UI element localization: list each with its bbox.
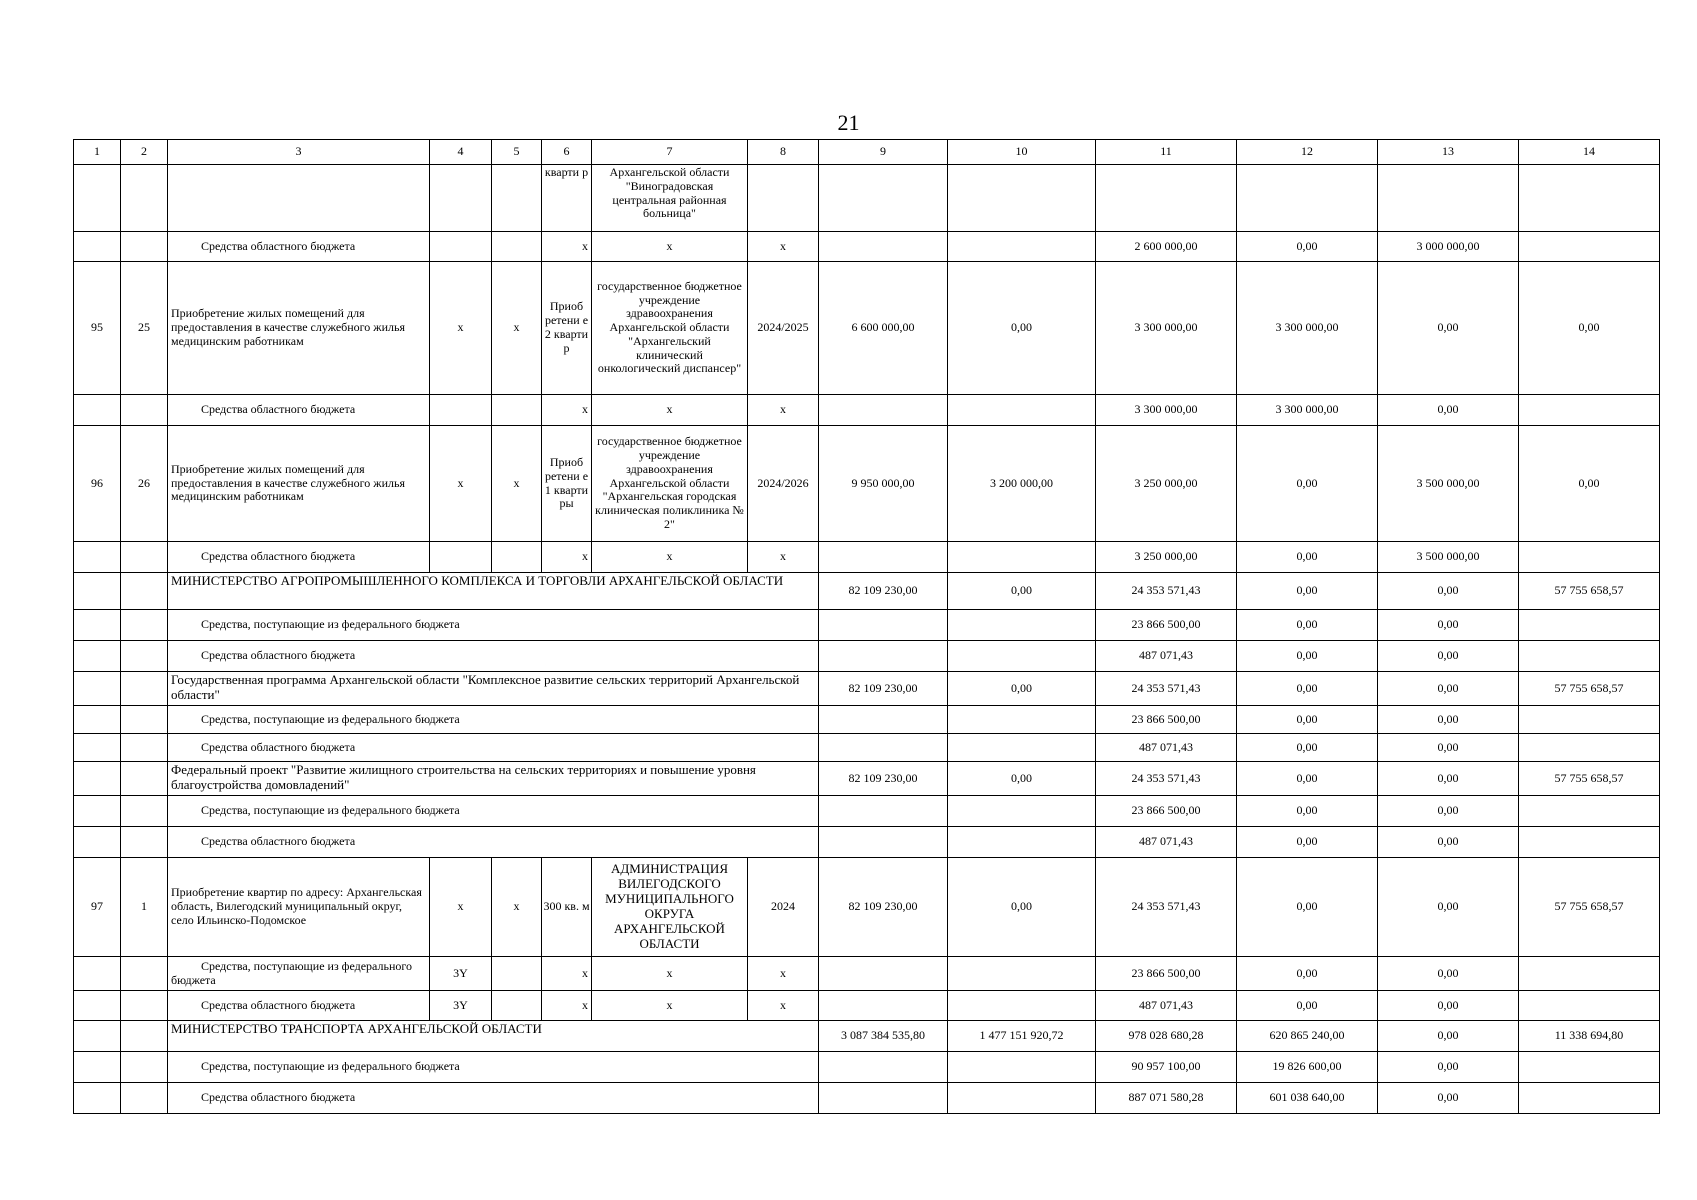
column-number: 1 (74, 140, 121, 165)
cell-amount: кварти р (542, 165, 592, 232)
cell (121, 232, 168, 262)
cell-value: 0,00 (1378, 858, 1519, 957)
cell (121, 165, 168, 232)
cell-funding-source: Средства, поступающие из федерального бюджета (168, 610, 819, 641)
cell-value: 620 865 240,00 (1237, 1021, 1378, 1052)
cell (430, 232, 492, 262)
cell-executor: государственное бюджетное учреждение здравоохранения Архангельской области "Архангельская городская клиническая поликлиника № 2" (592, 426, 748, 542)
cell-executor: АДМИНИСТРАЦИЯ ВИЛЕГОДСКОГО МУНИЦИПАЛЬНОГО ОКРУГА АРХАНГЕЛЬСКОЙ ОБЛАСТИ (592, 858, 748, 957)
cell-value: 0,00 (948, 858, 1096, 957)
cell-mark: х (430, 858, 492, 957)
cell-mark: х (592, 991, 748, 1021)
cell-value: 0,00 (948, 262, 1096, 395)
cell-value: 0,00 (1237, 827, 1378, 858)
cell (492, 395, 542, 426)
table-row (74, 734, 1660, 762)
cell (74, 991, 121, 1021)
cell (948, 1052, 1096, 1083)
cell (819, 1083, 948, 1114)
cell-value: 0,00 (1237, 426, 1378, 542)
cell-value: 57 755 658,57 (1519, 573, 1660, 610)
cell-value: 82 109 230,00 (819, 858, 948, 957)
cell-value: 3 200 000,00 (948, 426, 1096, 542)
cell (1519, 1083, 1660, 1114)
cell (1519, 796, 1660, 827)
cell (819, 641, 948, 672)
cell-item-number: 1 (121, 858, 168, 957)
cell-value: 57 755 658,57 (1519, 858, 1660, 957)
cell-description: Приобретение квартир по адресу: Архангельская область, Вилегодский муниципальный округ, село Ильинско-Подомское (168, 858, 430, 957)
cell-funding-source: Средства областного бюджета (168, 991, 430, 1021)
cell-value: 0,00 (1378, 610, 1519, 641)
cell-mark: х (748, 395, 819, 426)
cell-value: 487 071,43 (1096, 827, 1237, 858)
table-row (74, 232, 1660, 262)
cell-value: 3 500 000,00 (1378, 426, 1519, 542)
table-row (74, 1021, 1660, 1052)
cell (948, 734, 1096, 762)
cell-mark: х (492, 262, 542, 395)
cell (1096, 165, 1237, 232)
cell-mark: х (492, 858, 542, 957)
cell-value: 19 826 600,00 (1237, 1052, 1378, 1083)
cell-value: 3 300 000,00 (1096, 262, 1237, 395)
cell (121, 762, 168, 796)
cell (1519, 641, 1660, 672)
cell-mark: х (542, 991, 592, 1021)
cell-value: 3 250 000,00 (1096, 426, 1237, 542)
cell-value: 0,00 (1237, 641, 1378, 672)
cell (1237, 165, 1378, 232)
cell (819, 706, 948, 734)
cell-mark: х (542, 232, 592, 262)
cell-value: 3 300 000,00 (1237, 395, 1378, 426)
cell (74, 165, 121, 232)
cell-value: 3 300 000,00 (1237, 262, 1378, 395)
cell-value: 0,00 (1378, 1052, 1519, 1083)
cell-description: Приобретение жилых помещений для предоставления в качестве служебного жилья медицинским работникам (168, 262, 430, 395)
cell-funding-source: Средства областного бюджета (168, 827, 819, 858)
cell-value: 0,00 (948, 573, 1096, 610)
cell (948, 165, 1096, 232)
table-row (74, 672, 1660, 706)
table-row (74, 1052, 1660, 1083)
cell-value: 0,00 (1378, 827, 1519, 858)
cell-period: 2024 (748, 858, 819, 957)
cell (121, 395, 168, 426)
cell (74, 827, 121, 858)
table-row (74, 641, 1660, 672)
cell (1378, 165, 1519, 232)
cell-value: 0,00 (1237, 957, 1378, 991)
cell-value: 3 500 000,00 (1378, 542, 1519, 573)
cell (74, 232, 121, 262)
cell-value: 6 600 000,00 (819, 262, 948, 395)
cell (121, 641, 168, 672)
cell-mark: х (542, 957, 592, 991)
cell (121, 1052, 168, 1083)
table-row (74, 796, 1660, 827)
cell-value: 487 071,43 (1096, 991, 1237, 1021)
cell (819, 165, 948, 232)
cell-value: 0,00 (1378, 991, 1519, 1021)
cell-period: 2024/2026 (748, 426, 819, 542)
cell (1519, 706, 1660, 734)
cell (430, 542, 492, 573)
table-row (74, 573, 1660, 610)
cell-value: 0,00 (1378, 1021, 1519, 1052)
cell (1519, 610, 1660, 641)
table-row (74, 762, 1660, 796)
column-number: 11 (1096, 140, 1237, 165)
page-number: 21 (837, 110, 860, 135)
cell (121, 706, 168, 734)
cell-mark: х (492, 426, 542, 542)
cell (819, 734, 948, 762)
cell-period: 2024/2025 (748, 262, 819, 395)
cell-item-number: 25 (121, 262, 168, 395)
cell (121, 957, 168, 991)
cell-value: 887 071 580,28 (1096, 1083, 1237, 1114)
cell (948, 395, 1096, 426)
cell (168, 165, 430, 232)
cell (74, 573, 121, 610)
cell-value: 0,00 (1237, 762, 1378, 796)
cell (121, 827, 168, 858)
cell (121, 672, 168, 706)
cell-value: 0,00 (1378, 957, 1519, 991)
cell-mark: х (430, 426, 492, 542)
cell (819, 1052, 948, 1083)
column-number: 14 (1519, 140, 1660, 165)
cell (492, 991, 542, 1021)
cell (819, 827, 948, 858)
cell-program-header: Государственная программа Архангельской области "Комплексное развитие сельских территорий Архангельской области" (168, 672, 819, 706)
cell (492, 542, 542, 573)
cell-value: 82 109 230,00 (819, 762, 948, 796)
cell-row-number: 96 (74, 426, 121, 542)
cell-mark: х (592, 232, 748, 262)
cell (1519, 1052, 1660, 1083)
cell-funding-source: Средства областного бюджета (168, 232, 430, 262)
column-number-row (74, 140, 1660, 165)
column-number: 2 (121, 140, 168, 165)
cell (74, 1083, 121, 1114)
cell (121, 734, 168, 762)
cell-value: 601 038 640,00 (1237, 1083, 1378, 1114)
cell-value: 3 250 000,00 (1096, 542, 1237, 573)
cell-funding-source: Средства областного бюджета (168, 734, 819, 762)
cell-amount: Приоб ретени е 2 кварти р (542, 262, 592, 395)
cell-value: 0,00 (1237, 796, 1378, 827)
cell (430, 395, 492, 426)
cell-value: 0,00 (1378, 1083, 1519, 1114)
table-row (74, 706, 1660, 734)
column-number: 7 (592, 140, 748, 165)
table-row (74, 957, 1660, 991)
cell (121, 796, 168, 827)
cell (492, 165, 542, 232)
cell-value: 978 028 680,28 (1096, 1021, 1237, 1052)
cell-mark: х (748, 991, 819, 1021)
cell (74, 706, 121, 734)
cell (948, 610, 1096, 641)
cell-amount: 300 кв. м (542, 858, 592, 957)
cell-code: 3Y (430, 957, 492, 991)
cell-mark: х (592, 542, 748, 573)
cell (74, 796, 121, 827)
cell-funding-source: Средства областного бюджета (168, 641, 819, 672)
cell (1519, 542, 1660, 573)
column-number: 10 (948, 140, 1096, 165)
cell-value: 0,00 (1237, 573, 1378, 610)
cell (121, 573, 168, 610)
cell (819, 610, 948, 641)
cell-mark: х (748, 957, 819, 991)
cell (1519, 991, 1660, 1021)
cell-value: 82 109 230,00 (819, 672, 948, 706)
cell-value: 0,00 (1378, 672, 1519, 706)
cell-value: 0,00 (1378, 573, 1519, 610)
cell (74, 542, 121, 573)
cell-value: 82 109 230,00 (819, 573, 948, 610)
cell (948, 827, 1096, 858)
cell-value: 24 353 571,43 (1096, 573, 1237, 610)
cell-mark: х (592, 395, 748, 426)
cell-value: 24 353 571,43 (1096, 858, 1237, 957)
cell-mark: х (430, 262, 492, 395)
cell (74, 762, 121, 796)
cell-code: 3Y (430, 991, 492, 1021)
cell (430, 165, 492, 232)
cell-amount: Приоб ретени е 1 кварти ры (542, 426, 592, 542)
column-number: 9 (819, 140, 948, 165)
table-row (74, 858, 1660, 957)
cell-row-number: 95 (74, 262, 121, 395)
table-row (74, 542, 1660, 573)
cell-value: 0,00 (1237, 706, 1378, 734)
cell-value: 487 071,43 (1096, 641, 1237, 672)
cell-value: 0,00 (1378, 762, 1519, 796)
cell-value: 1 477 151 920,72 (948, 1021, 1096, 1052)
cell-mark: х (592, 957, 748, 991)
cell-mark: х (542, 395, 592, 426)
cell-value: 0,00 (1237, 672, 1378, 706)
cell (492, 232, 542, 262)
cell (121, 1083, 168, 1114)
cell-value: 0,00 (1378, 262, 1519, 395)
cell (121, 991, 168, 1021)
cell-value: 2 600 000,00 (1096, 232, 1237, 262)
cell (74, 1052, 121, 1083)
cell-mark: х (748, 542, 819, 573)
cell-executor: государственное бюджетное учреждение здравоохранения Архангельской области "Архангельский клинический онкологический диспансер" (592, 262, 748, 395)
cell (74, 641, 121, 672)
cell (1519, 395, 1660, 426)
cell-mark: х (748, 232, 819, 262)
cell (1519, 232, 1660, 262)
cell (819, 232, 948, 262)
budget-table (73, 139, 1660, 1114)
cell-funding-source: Средства, поступающие из федерального бюджета (168, 706, 819, 734)
cell-funding-source: Средства областного бюджета (168, 395, 430, 426)
cell (1519, 827, 1660, 858)
cell-value: 0,00 (1378, 641, 1519, 672)
cell-value: 24 353 571,43 (1096, 672, 1237, 706)
cell (1519, 165, 1660, 232)
column-number: 6 (542, 140, 592, 165)
table-row (74, 610, 1660, 641)
cell (819, 796, 948, 827)
cell (948, 991, 1096, 1021)
table-row (74, 395, 1660, 426)
cell-funding-source: Средства, поступающие из федерального бюджета (168, 796, 819, 827)
cell-description: Приобретение жилых помещений для предоставления в качестве служебного жилья медицинским работникам (168, 426, 430, 542)
cell-mark: х (542, 542, 592, 573)
cell (121, 1021, 168, 1052)
cell (121, 542, 168, 573)
cell (74, 734, 121, 762)
column-number: 13 (1378, 140, 1519, 165)
cell-value: 0,00 (1378, 796, 1519, 827)
cell-value: 23 866 500,00 (1096, 610, 1237, 641)
cell (74, 957, 121, 991)
cell (1519, 734, 1660, 762)
cell-value: 0,00 (1378, 734, 1519, 762)
cell-value: 0,00 (1237, 858, 1378, 957)
cell-value: 3 087 384 535,80 (819, 1021, 948, 1052)
cell-funding-source: Средства, поступающие из федерального бюджета (168, 957, 430, 991)
cell-value: 23 866 500,00 (1096, 796, 1237, 827)
cell-value: 57 755 658,57 (1519, 672, 1660, 706)
cell-value: 9 950 000,00 (819, 426, 948, 542)
cell (819, 991, 948, 1021)
cell (74, 1021, 121, 1052)
cell (948, 957, 1096, 991)
cell-value: 0,00 (1378, 706, 1519, 734)
cell-value: 11 338 694,80 (1519, 1021, 1660, 1052)
cell-funding-source: Средства, поступающие из федерального бюджета (168, 1052, 819, 1083)
column-number: 8 (748, 140, 819, 165)
cell (948, 542, 1096, 573)
cell-value: 0,00 (1519, 262, 1660, 395)
cell (492, 957, 542, 991)
table-row (74, 426, 1660, 542)
cell-value: 0,00 (1237, 232, 1378, 262)
cell (948, 796, 1096, 827)
cell-value: 0,00 (1519, 426, 1660, 542)
cell-value: 3 000 000,00 (1378, 232, 1519, 262)
cell (121, 610, 168, 641)
cell (819, 395, 948, 426)
cell-project-header: Федеральный проект "Развитие жилищного строительства на сельских территориях и повышение уровня благоустройства домовладений" (168, 762, 819, 796)
cell-section-header: МИНИСТЕРСТВО АГРОПРОМЫШЛЕННОГО КОМПЛЕКСА И ТОРГОВЛИ АРХАНГЕЛЬСКОЙ ОБЛАСТИ (168, 573, 819, 610)
cell-value: 24 353 571,43 (1096, 762, 1237, 796)
cell-value: 0,00 (948, 762, 1096, 796)
column-number: 4 (430, 140, 492, 165)
cell-funding-source: Средства областного бюджета (168, 542, 430, 573)
cell-value: 0,00 (948, 672, 1096, 706)
cell (74, 672, 121, 706)
cell (948, 232, 1096, 262)
cell-executor: Архангельской области "Виноградовская центральная районная больница" (592, 165, 748, 232)
cell-value: 90 957 100,00 (1096, 1052, 1237, 1083)
cell-value: 0,00 (1237, 542, 1378, 573)
cell-value: 0,00 (1237, 610, 1378, 641)
cell-row-number: 97 (74, 858, 121, 957)
cell-value: 23 866 500,00 (1096, 957, 1237, 991)
table-row (74, 1083, 1660, 1114)
cell-value: 23 866 500,00 (1096, 706, 1237, 734)
cell (1519, 957, 1660, 991)
cell (948, 1083, 1096, 1114)
column-number: 5 (492, 140, 542, 165)
column-number: 3 (168, 140, 430, 165)
cell-value: 57 755 658,57 (1519, 762, 1660, 796)
column-number: 12 (1237, 140, 1378, 165)
cell (948, 641, 1096, 672)
cell-section-header: МИНИСТЕРСТВО ТРАНСПОРТА АРХАНГЕЛЬСКОЙ ОБЛАСТИ (168, 1021, 819, 1052)
table-row (74, 262, 1660, 395)
cell-value: 487 071,43 (1096, 734, 1237, 762)
cell (74, 610, 121, 641)
cell-item-number: 26 (121, 426, 168, 542)
cell-value: 0,00 (1378, 395, 1519, 426)
table-row (74, 827, 1660, 858)
table-row (74, 165, 1660, 232)
cell (819, 542, 948, 573)
cell (74, 395, 121, 426)
cell (948, 706, 1096, 734)
cell (748, 165, 819, 232)
cell-value: 3 300 000,00 (1096, 395, 1237, 426)
cell (819, 957, 948, 991)
cell-funding-source: Средства областного бюджета (168, 1083, 819, 1114)
table-row (74, 991, 1660, 1021)
cell-value: 0,00 (1237, 734, 1378, 762)
cell-value: 0,00 (1237, 991, 1378, 1021)
